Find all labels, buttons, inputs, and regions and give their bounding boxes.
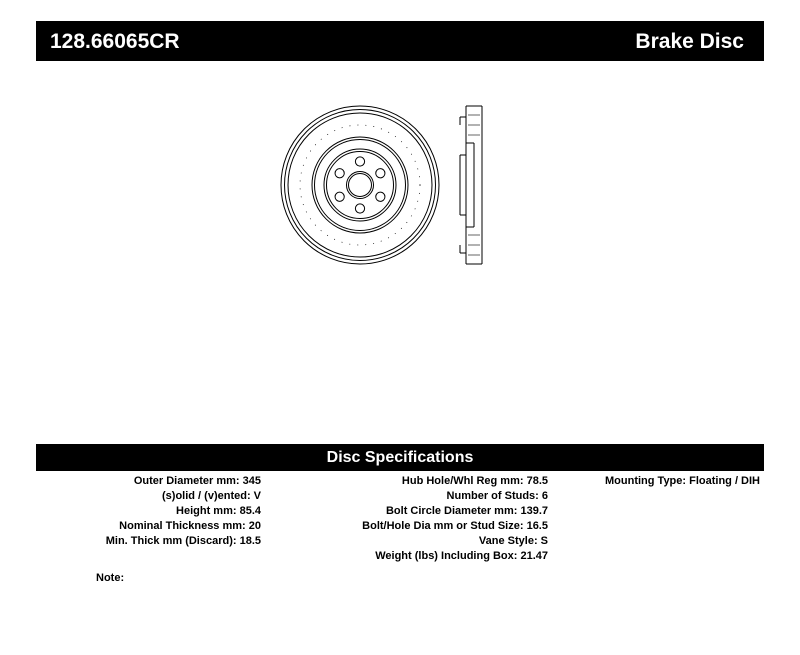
header-bar — [36, 21, 764, 61]
rotor-section-view-icon — [460, 106, 482, 264]
bolt-hole-icon — [335, 169, 344, 178]
spec-item: Bolt Circle Diameter mm: 139.7 — [385, 505, 548, 517]
spec-item: Min. Thick mm (Discard): 18.5 — [105, 535, 261, 547]
spec-item: Mounting Type: Floating / DIH — [605, 475, 760, 487]
spec-item: Outer Diameter mm: 345 — [133, 475, 261, 487]
spec-item: Number of Studs: 6 — [446, 490, 548, 502]
note-label: Note: — [96, 572, 125, 584]
rotor-outer-edge-inner-icon — [285, 110, 436, 261]
rotor-hat-outer-icon — [324, 149, 396, 221]
spec-item: (s)olid / (v)ented: V — [162, 490, 261, 502]
rotor-hat-transition-icon — [315, 140, 406, 231]
bolt-hole-icon — [335, 192, 344, 201]
spec-item: Bolt/Hole Dia mm or Stud Size: 16.5 — [362, 520, 548, 532]
spec-item: Weight (lbs) Including Box: 21.47 — [375, 550, 548, 562]
spec-columns — [36, 474, 764, 564]
footer-space — [0, 640, 800, 655]
spec-title: Disc Specifications — [326, 448, 474, 466]
spec-item: Nominal Thickness mm: 20 — [119, 520, 261, 532]
bolt-hole-icon — [376, 169, 385, 178]
note-row — [36, 572, 764, 584]
hub-bore-icon — [347, 172, 374, 199]
spec-item: Height mm: 85.4 — [176, 505, 261, 517]
vane-indication-icon — [300, 125, 420, 245]
rotor-technical-drawing — [270, 95, 530, 295]
spec-item: Hub Hole/Whl Reg mm: 78.5 — [401, 475, 548, 487]
spec-column-middle — [263, 474, 550, 564]
part-number: 128.66065CR — [50, 29, 180, 53]
spec-title-bar — [36, 444, 764, 471]
bolt-hole-icon — [376, 192, 385, 201]
rotor-outer-edge-icon — [281, 106, 439, 264]
product-drawing — [270, 95, 530, 295]
rotor-hat-inner-icon — [327, 152, 394, 219]
spec-column-left — [36, 474, 263, 549]
bolt-hole-icon — [355, 204, 364, 213]
rotor-braking-surface-outer-icon — [288, 113, 432, 257]
page-title: Brake Disc — [635, 29, 744, 53]
bolt-hole-icon — [355, 157, 364, 166]
hub-bore-inner-icon — [349, 174, 372, 197]
spec-column-right — [550, 474, 762, 489]
spec-item: Vane Style: S — [478, 535, 548, 547]
